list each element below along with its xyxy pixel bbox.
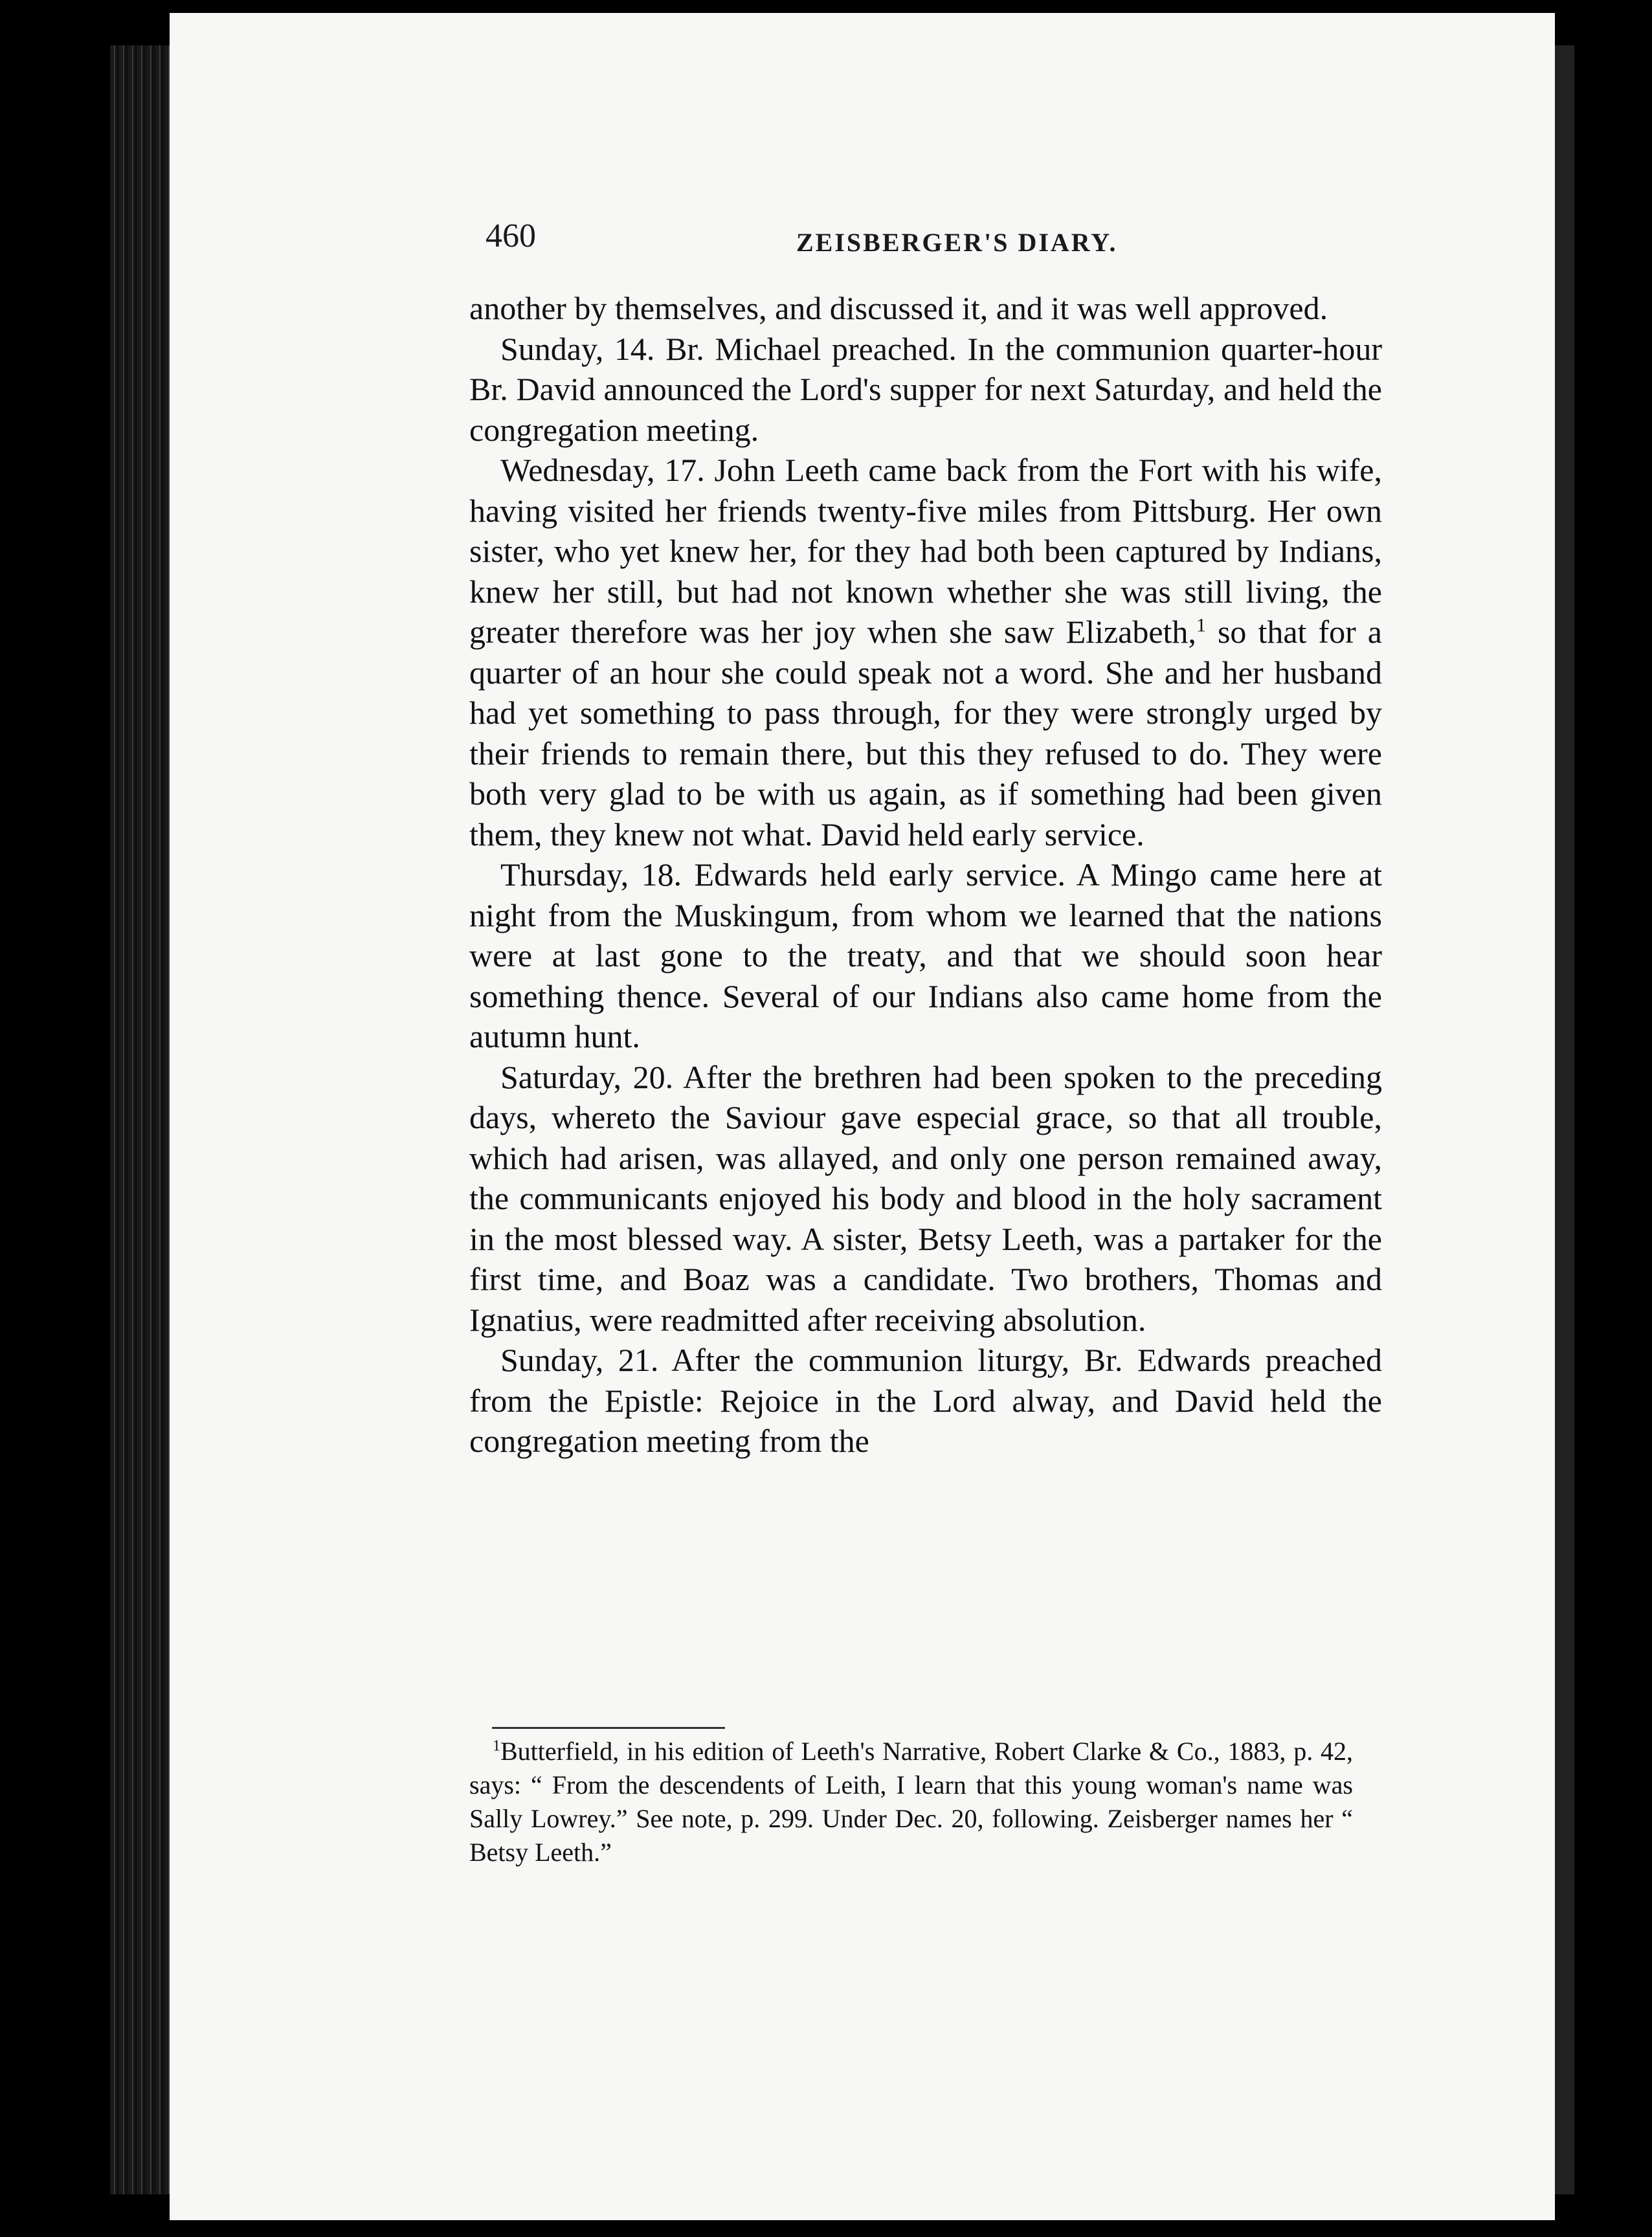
page-header bbox=[486, 217, 1392, 275]
paragraph-continuation: another by themselves, and discussed it, and it was well approved. bbox=[469, 290, 1328, 326]
footnote-divider bbox=[492, 1727, 725, 1729]
running-head: ZEISBERGER'S DIARY. bbox=[796, 228, 1118, 257]
footnote-paragraph bbox=[469, 1735, 1353, 1869]
paragraph-thursday-18: Thursday, 18. Edwards held early service. A Mingo came here at night from the Muskingum, from whom we learned that the nations were at last gone to the treaty, and that we should soon hear something thence. Several of our Indians also came home from the autumn hunt. bbox=[469, 856, 1382, 1054]
footnote-marker: 1 bbox=[493, 1737, 500, 1755]
paragraph-sunday-14: Sunday, 14. Br. Michael preached. In the communion quarter-hour Br. David announced the Lord's supper for next Saturday, and held the congregation meeting. bbox=[469, 330, 1382, 448]
page-number: 460 bbox=[486, 217, 536, 254]
paragraph-wednesday-17 bbox=[469, 450, 1382, 854]
paragraph-sunday-21: Sunday, 21. After the communion liturgy, Br. Edwards preached from the Epistle: Rejoice in the Lord alway, and David held the congregation meeting from the bbox=[469, 1342, 1382, 1459]
book-spine-edge bbox=[110, 45, 175, 2194]
facing-page-edge bbox=[1555, 45, 1574, 2194]
footnote-reference: 1 bbox=[1196, 614, 1206, 636]
paragraph-wednesday-17-part2: so that for a quarter of an hour she could speak not a word. She and her husband had yet something to pass through, for they were strongly urged by their friends to remain there, but this they refused to do. They were both very glad to be with us again, as if something had been given them, they knew not what. David held early service. bbox=[469, 614, 1382, 852]
footnote bbox=[469, 1735, 1353, 1869]
main-text bbox=[469, 288, 1382, 1462]
paragraph-saturday-20: Saturday, 20. After the brethren had been spoken to the preceding days, whereto the Saviour gave especial grace, so that all trouble, which had arisen, was allayed, and only one person remained away, the communicants enjoyed his body and blood in the holy sacrament in the most blessed way. A sister, Betsy Leeth, was a partaker for the first time, and Boaz was a candidate. Two brothers, Thomas and Ignatius, were readmitted after receiving absolution. bbox=[469, 1058, 1382, 1338]
footnote-text: Butterfield, in his edition of Leeth's Narrative, Robert Clarke & Co., 1883, p. 42, says: “ From the descendents of Leith, I learn that this young woman's name was Sally Lowrey.” See note, p. 299. Under Dec. 20, following. Zeisberger names her “ Betsy Leeth.” bbox=[469, 1737, 1353, 1867]
paragraph-wednesday-17-part1: Wednesday, 17. John Leeth came back from the Fort with his wife, having visited her friends twenty-five miles from Pittsburg. Her own sister, who yet knew her, for they had both been captured by Indians, knew her still, but had not known whether she was still living, the greater therefore was her joy when she saw Elizabeth, bbox=[469, 452, 1382, 650]
